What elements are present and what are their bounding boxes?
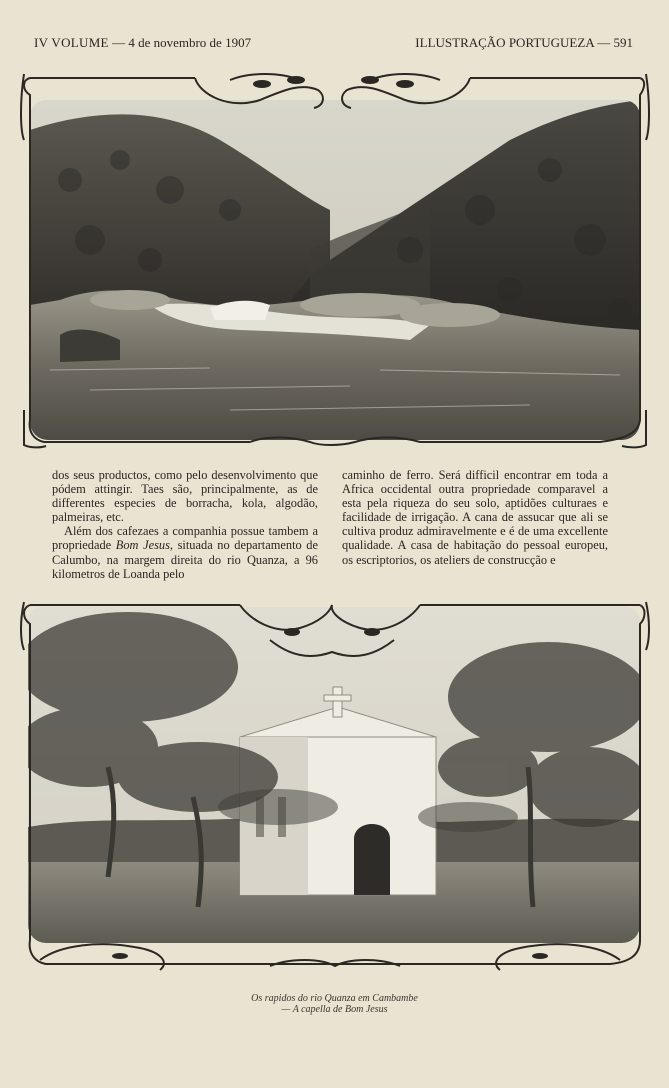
paragraph-2-end: situada no departamento de Calumbo, na margem direita do rio Quanza, a 96 kilometros de Loanda pelo [52, 538, 318, 581]
volume-label: IV VOLUME [34, 35, 109, 50]
header-dash-right: — [597, 35, 611, 50]
publication-title: ILLUSTRAÇÃO PORTUGUEZA [415, 35, 594, 50]
text-column-right [342, 468, 608, 567]
page-number: 591 [613, 35, 633, 50]
paragraph-2-start: Além dos cafezaes a companhia possue tambem a propriedade [52, 524, 318, 553]
text-column-left [52, 468, 318, 581]
caption-line-2: — A capella de Bom Jesus [281, 1004, 388, 1015]
caption-line-1: Os rapidos do rio Quanza em Cambambe [251, 993, 418, 1004]
header-dash-left: — [112, 35, 126, 50]
property-name: Bom Jesus, [115, 538, 174, 553]
paragraph-3: caminho de ferro. Será difficil encontrar em toda a Africa occidental outra propriedade comparavel a esta pela riqueza do seu solo, aptidões culturaes e facilidade de irrigação. A cana de assucar que ali se cultiva produz admiravelmente e é de uma excellente qualidade. A casa de habitação do pessoal europeu, os escriptorios, os ateliers de construcção e [342, 468, 608, 567]
paragraph-1: dos seus productos, como pelo desenvolvimento que pódem attingir. Taes são, principalmente, as de differentes especies de borracha, kola, algodão, palmeiras, etc. [52, 468, 318, 525]
issue-date: 4 de novembro de 1907 [128, 35, 252, 50]
paragraph-2 [52, 524, 318, 580]
article-text [52, 468, 610, 581]
